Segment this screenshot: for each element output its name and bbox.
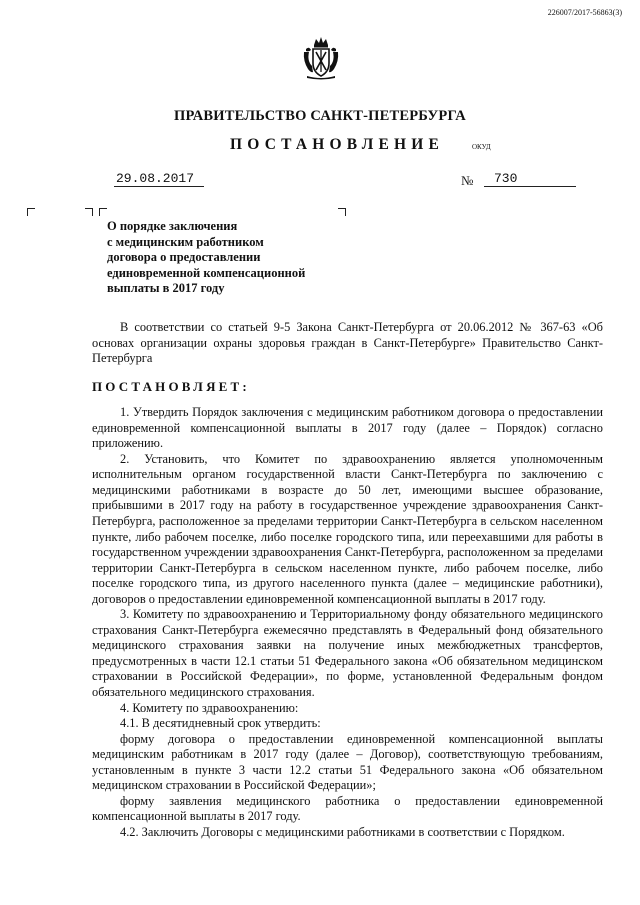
title-line: выплаты в 2017 году [107, 281, 225, 296]
corner-bracket [27, 208, 35, 216]
title-line: О порядке заключения [107, 219, 238, 233]
paragraph-1: 1. Утвердить Порядок заключения с медицинским работником договора о предоставлении единовременной компенсационной выплаты в 2017 году (далее – Порядок) согласно приложению. [92, 405, 603, 451]
document-title [107, 219, 347, 297]
paragraph-4-1-form-contract: форму договора о предоставлении единовременной компенсационной выплаты медицинским работникам в 2017 году (далее – Договор), соответствующую требованиям, установленным в пункте 3 части 12.2 статьи 51 Федерального закона «Об обязательном медицинском страховании в Российской Федерации»; [92, 731, 603, 793]
title-line: с медицинским работником [107, 234, 264, 249]
coat-of-arms-icon [302, 36, 340, 80]
document-date: 29.08.2017 [114, 171, 204, 187]
document-body [92, 320, 603, 841]
document-number: 730 [484, 171, 576, 187]
preamble-paragraph: В соответствии со статьей 9-5 Закона Санкт-Петербурга от 20.06.2012 № 367-63 «Об основах организации охраны здоровья граждан в Санкт-Петербурге» Правительство Санкт-Петербурга [92, 320, 603, 366]
paragraph-4-1-form-application: форму заявления медицинского работника о предоставлении единовременной компенсационной выплаты в 2017 году. [92, 793, 603, 824]
document-type-heading: ПОСТАНОВЛЕНИЕ [230, 136, 445, 153]
paragraph-4-1: 4.1. В десятидневный срок утвердить: [120, 716, 321, 731]
okud-label: ОКУД [472, 143, 491, 151]
paragraph-3: 3. Комитету по здравоохранению и Территориальному фонду обязательного медицинского страхования Санкт-Петербурга ежемесячно представлять в Федеральный фонд обязательного медицинского страхования заявки на получение иных межбюджетных трансфертов, предусмотренных в части 12.1 статьи 51 Федерального закона «Об обязательном медицинском страховании в Российской Федерации», по форме, установленной Федеральным фондом обязательного медицинского страхования. [92, 607, 603, 700]
corner-bracket [99, 208, 107, 216]
paragraph-4: 4. Комитету по здравоохранению: [120, 700, 299, 715]
document-reference-number: 226007/2017-56863(3) [547, 8, 622, 17]
resolves-heading: ПОСТАНОВЛЯЕТ: [92, 378, 250, 394]
title-line: единовременной компенсационной [107, 265, 306, 280]
government-heading: ПРАВИТЕЛЬСТВО САНКТ-ПЕТЕРБУРГА [174, 108, 466, 124]
paragraph-4-2: 4.2. Заключить Договоры с медицинскими работниками в соответствии с Порядком. [120, 824, 565, 839]
title-line: договора о предоставлении [107, 250, 261, 265]
number-sign: № [461, 173, 474, 188]
paragraph-2: 2. Установить, что Комитет по здравоохранению является уполномоченным исполнительным органом государственной власти Санкт-Петербурга по заключению с медицинскими работниками в возрасте до 50 лет, имеющими высшее образование, прибывшими в 2017 году на работу в государственное учреждение здравоохранения Санкт-Петербурга, расположенное за пределами территории Санкт-Петербурга в сельском населенном пункте, либо рабочем поселке, либо поселке городского типа, или переехавшими для работы в государственном учреждении здравоохранения Санкт-Петербурга, расположенном за пределами территории Санкт-Петербурга в сельском населенном пункте, либо рабочем поселке, либо поселке городского типа, из другого населенного пункта (далее – медицинские работники), договоров о предоставлении единовременной компенсационной выплаты в 2017 году. [92, 451, 603, 606]
corner-bracket [85, 208, 93, 216]
corner-bracket [338, 208, 346, 216]
